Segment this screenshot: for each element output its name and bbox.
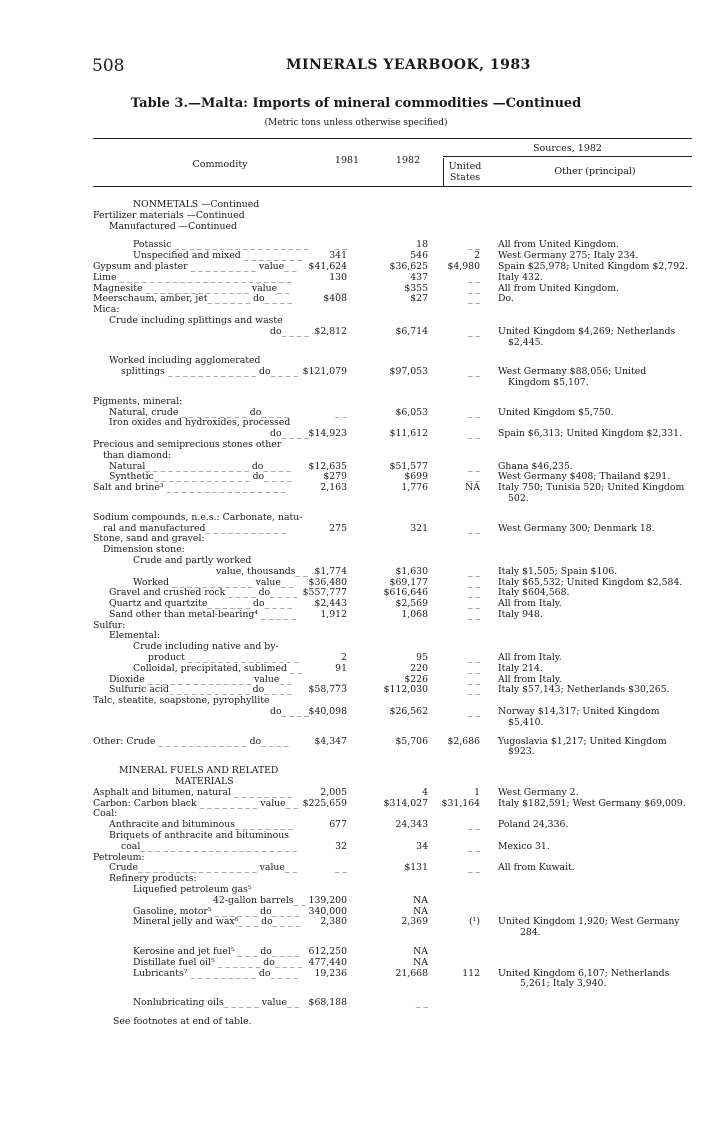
value-1982-cell: $355 bbox=[404, 282, 428, 294]
united-states-cell: _ _ bbox=[467, 840, 480, 852]
united-states-cell: _ _ bbox=[467, 587, 480, 599]
value-1982-cell: $226 bbox=[404, 673, 428, 685]
table-row bbox=[93, 378, 693, 389]
table-row bbox=[93, 621, 693, 632]
commodity-cell: NONMETALS —Continued bbox=[133, 199, 260, 210]
table-top-rule bbox=[93, 138, 692, 139]
value-1982-cell: 546 bbox=[410, 250, 428, 262]
commodity-cell: Unspecified and mixed _ _ _ _ _ _ _ _ bbox=[133, 250, 302, 262]
value-1981-cell: _ _ bbox=[334, 282, 347, 294]
value-1981-cell: $408 bbox=[323, 293, 347, 305]
commodity-cell: do_ _ _ _ bbox=[270, 325, 310, 337]
commodity-cell: Sulfur: bbox=[93, 619, 126, 631]
commodity-cell: Dimension stone: bbox=[103, 544, 185, 556]
value-1982-cell: $699 bbox=[404, 471, 428, 483]
united-states-cell: (¹) bbox=[469, 916, 480, 928]
value-1982-cell: 4 bbox=[422, 786, 428, 798]
value-1981-cell: 2 bbox=[341, 652, 347, 664]
table-subtitle: (Metric tons unless otherwise specified) bbox=[264, 118, 448, 128]
united-states-cell: _ _ bbox=[467, 522, 480, 534]
commodity-cell: Briquets of anthracite and bituminous bbox=[109, 830, 289, 842]
commodity-cell: Synthetic_ _ _ _ _ _ _ _ _ _ _ _ _ do_ _ _ _ bbox=[109, 471, 292, 483]
other-sources-cell: West Germany 2. bbox=[498, 786, 579, 798]
value-1981-cell: 677 bbox=[329, 819, 347, 831]
value-1981-cell: 612,250 bbox=[308, 946, 347, 957]
other-sources-cell: Poland 24,336. bbox=[498, 819, 569, 831]
united-states-cell: _ _ bbox=[467, 460, 480, 472]
commodity-cell: product _ _ _ _ _ _ _ _ _ _ _ _ _ _ _ bbox=[148, 652, 299, 664]
united-states-cell: _ _ bbox=[467, 271, 480, 283]
commodity-cell: Sodium compounds, n.e.s.: Carbonate, natu- bbox=[93, 511, 303, 523]
commodity-cell: Dioxide _ _ _ _ _ _ _ _ _ _ _ _ _ _ value_ _ bbox=[109, 673, 292, 685]
value-1981-cell: $557,777 bbox=[302, 587, 347, 599]
other-sources-cell: United Kingdom 6,107; Netherlands bbox=[498, 967, 670, 979]
value-1981-cell: _ _ bbox=[334, 239, 347, 251]
other-sources-cell: Kingdom $5,107. bbox=[508, 376, 589, 388]
other-sources-cell: Italy $182,591; West Germany $69,009. bbox=[498, 797, 686, 809]
united-states-cell: 112 bbox=[462, 967, 480, 979]
other-sources-cell: West Germany $88,056; United bbox=[498, 366, 647, 378]
other-sources-cell: Yugoslavia $1,217; United Kingdom bbox=[498, 735, 667, 747]
value-1981-cell: $225,659 bbox=[302, 797, 347, 809]
value-1982-cell: $112,030 bbox=[383, 684, 428, 696]
commodity-cell: Manufactured —Continued bbox=[109, 220, 237, 232]
commodity-cell: Natural_ _ _ _ _ _ _ _ _ _ _ _ _ _ do_ _ _ _ bbox=[109, 460, 291, 472]
united-states-cell: _ _ bbox=[467, 565, 480, 577]
running-head: MINERALS YEARBOOK, 1983 bbox=[286, 57, 531, 73]
commodity-cell: Liquefied petroleum gas⁵ bbox=[133, 884, 252, 896]
united-states-cell: _ _ bbox=[467, 662, 480, 674]
value-1981-cell: 2,380 bbox=[320, 916, 347, 928]
value-1981-cell: 32 bbox=[335, 840, 347, 852]
commodity-cell: See footnotes at end of table. bbox=[113, 1015, 252, 1027]
commodity-cell: Coal: bbox=[93, 808, 118, 820]
other-sources-cell: Mexico 31. bbox=[498, 840, 550, 852]
other-sources-cell: Spain $6,313; United Kingdom $2,331. bbox=[498, 428, 682, 440]
sources-rule bbox=[443, 156, 692, 157]
table-row bbox=[93, 338, 693, 349]
value-1981-cell: $1,774 bbox=[314, 565, 347, 577]
commodity-cell: Worked _ _ _ _ _ _ _ _ _ _ _ value_ _ bbox=[133, 576, 294, 588]
commodity-cell: do_ _ _ _ bbox=[270, 428, 310, 440]
other-sources-cell: Italy $604,568. bbox=[498, 587, 570, 599]
table-row bbox=[93, 737, 693, 748]
other-sources-cell: Norway $14,317; United Kingdom bbox=[498, 706, 660, 718]
table-row bbox=[93, 494, 693, 505]
value-1981-cell: $58,773 bbox=[308, 684, 347, 696]
table-row bbox=[93, 896, 693, 907]
value-1981-cell: _ _ bbox=[334, 406, 347, 418]
header-united-states-2: States bbox=[449, 172, 481, 183]
other-sources-cell: 284. bbox=[520, 927, 541, 939]
commodity-cell: Lime _ _ _ _ _ _ _ _ _ _ _ _ _ _ _ _ _ _ _ _ _ _ _ bbox=[93, 271, 292, 283]
commodity-cell: Sulfuric acid_ _ _ _ _ _ _ _ _ _ _ do_ _ _ _ bbox=[109, 684, 292, 696]
other-sources-cell: All from Kuwait. bbox=[498, 862, 575, 874]
value-1982-cell: 24,343 bbox=[395, 819, 428, 831]
table-row bbox=[93, 1017, 693, 1028]
commodity-cell: Gasoline, motor⁵ _ _ _ _ _ _ do_ _ _ _ bbox=[133, 905, 300, 917]
commodity-cell: Iron oxides and hydroxides, processed bbox=[109, 417, 291, 429]
value-1981-cell: 2,163 bbox=[320, 482, 347, 494]
commodity-cell: Precious and semiprecious stones other bbox=[93, 438, 282, 450]
table-row bbox=[93, 707, 693, 718]
united-states-cell: 1 bbox=[474, 786, 480, 798]
table-row bbox=[93, 567, 693, 578]
table-row bbox=[93, 294, 693, 305]
table-row bbox=[93, 211, 693, 222]
value-1981-cell: _ _ bbox=[334, 862, 347, 874]
united-states-cell: _ _ bbox=[467, 282, 480, 294]
commodity-cell: Gypsum and plaster _ _ _ _ _ _ _ _ _ value_ _ bbox=[93, 260, 297, 272]
united-states-cell: _ _ bbox=[467, 576, 480, 588]
united-states-cell: _ _ bbox=[467, 239, 480, 251]
value-1982-cell: $26,562 bbox=[389, 706, 428, 718]
commodity-cell: Asphalt and bitumen, natural _ _ _ _ _ _ _ _ bbox=[93, 786, 292, 798]
value-1982-cell: $69,177 bbox=[389, 576, 428, 588]
value-1982-cell: NA bbox=[413, 946, 428, 957]
commodity-cell: MINERAL FUELS AND RELATED bbox=[119, 765, 279, 777]
value-1982-cell: 34 bbox=[416, 840, 428, 852]
commodity-cell: Refinery products: bbox=[109, 873, 197, 885]
table-row bbox=[93, 747, 693, 758]
united-states-cell: NA bbox=[465, 482, 480, 494]
united-states-cell: _ _ bbox=[467, 819, 480, 831]
value-1981-cell: $36,480 bbox=[308, 576, 347, 588]
commodity-cell: Sand other than metal-bearing⁴ _ _ _ _ _ bbox=[109, 608, 297, 620]
commodity-cell: Talc, steatite, soapstone, pyrophyllite bbox=[93, 695, 270, 707]
value-1982-cell: $1,630 bbox=[395, 565, 428, 577]
united-states-cell: 2 bbox=[474, 250, 480, 262]
value-1982-cell: $616,646 bbox=[383, 587, 428, 599]
commodity-cell: Gravel and crushed rock _ _ _ _ do_ _ _ _ bbox=[109, 587, 298, 599]
commodity-cell: Distillate fuel oil⁵ _ _ _ _ _ _ do_ _ _ _ bbox=[133, 956, 303, 968]
value-1981-cell: $12,635 bbox=[308, 460, 347, 472]
table-row bbox=[93, 928, 693, 939]
commodity-cell: Petroleum: bbox=[93, 851, 145, 863]
value-1981-cell: 275 bbox=[329, 522, 347, 534]
value-1982-cell: 95 bbox=[416, 652, 428, 664]
commodity-cell: Meerschaum, amber, jet_ _ _ _ _ _ do_ _ _ _ bbox=[93, 293, 293, 305]
value-1981-cell: $40,098 bbox=[308, 706, 347, 718]
value-1981-cell: $121,079 bbox=[302, 366, 347, 378]
commodity-cell: Other: Crude _ _ _ _ _ _ _ _ _ _ _ _ do_ _ _ _ bbox=[93, 735, 289, 747]
value-1981-cell: $41,624 bbox=[308, 260, 347, 272]
value-1982-cell: 21,668 bbox=[395, 967, 428, 979]
page-number: 508 bbox=[92, 56, 125, 76]
commodity-cell: Kerosine and jet fuel⁵ _ _ _ do_ _ _ _ bbox=[133, 946, 300, 957]
other-sources-cell: 502. bbox=[508, 492, 529, 504]
value-1982-cell: $97,053 bbox=[389, 366, 428, 378]
united-states-cell: _ _ bbox=[467, 293, 480, 305]
commodity-cell: value, thousands_ _ bbox=[216, 565, 308, 577]
value-1982-cell: $131 bbox=[404, 862, 428, 874]
other-sources-cell: Italy 750; Tunisia 520; United Kingdom bbox=[498, 482, 685, 494]
united-states-cell: _ _ bbox=[467, 325, 480, 337]
value-1981-cell: 1,912 bbox=[320, 608, 347, 620]
header-sources: Sources, 1982 bbox=[533, 143, 602, 154]
value-1981-cell: _ _ bbox=[334, 673, 347, 685]
table-row bbox=[93, 222, 693, 233]
other-sources-cell: All from Italy. bbox=[498, 598, 562, 610]
commodity-cell: Carbon: Carbon black _ _ _ _ _ _ _ _ value_ _ bbox=[93, 797, 298, 809]
commodity-cell: Anthracite and bituminous_ _ _ _ _ _ _ _ bbox=[109, 819, 293, 831]
commodity-cell: Natural, crude _ _ _ _ _ _ _ _ _ do_ _ _ _ bbox=[109, 406, 289, 418]
table-header-rule bbox=[93, 186, 692, 187]
commodity-cell: Mineral jelly and wax⁶_ _ _ do_ _ _ _ bbox=[133, 916, 301, 928]
header-1981: 1981 bbox=[334, 155, 360, 166]
table-row bbox=[93, 327, 693, 338]
commodity-cell: Crude_ _ _ _ _ _ _ _ _ _ _ _ _ _ _ _ value_ _ bbox=[109, 862, 298, 874]
value-1981-cell: 91 bbox=[335, 662, 347, 674]
value-1981-cell: $68,188 bbox=[308, 997, 347, 1009]
other-sources-cell: West Germany 300; Denmark 18. bbox=[498, 522, 655, 534]
commodity-cell: Lubricants⁷ _ _ _ _ _ _ _ _ _ do_ _ _ _ bbox=[133, 967, 298, 979]
other-sources-cell: United Kingdom $4,269; Netherlands bbox=[498, 325, 676, 337]
value-1981-cell: $14,923 bbox=[308, 428, 347, 440]
table-row bbox=[93, 917, 693, 928]
table-row bbox=[93, 610, 693, 621]
united-states-cell: _ _ bbox=[467, 652, 480, 664]
united-states-cell: _ _ bbox=[467, 862, 480, 874]
table-row bbox=[93, 273, 693, 284]
commodity-cell: Elemental: bbox=[109, 630, 160, 642]
commodity-cell: Crude including native and by- bbox=[133, 641, 279, 653]
commodity-cell: Stone, sand and gravel: bbox=[93, 533, 205, 545]
header-1982: 1982 bbox=[395, 155, 421, 166]
value-1981-cell: 2,005 bbox=[320, 786, 347, 798]
commodity-cell: MATERIALS bbox=[175, 776, 234, 788]
value-1981-cell: 477,440 bbox=[308, 956, 347, 968]
value-1982-cell: $5,706 bbox=[395, 735, 428, 747]
value-1981-cell: $2,443 bbox=[314, 598, 347, 610]
commodity-cell: ral and manufactured_ _ _ _ _ _ _ _ _ _ _ bbox=[103, 522, 287, 534]
value-1982-cell: _ _ bbox=[415, 997, 428, 1009]
commodity-cell: splittings _ _ _ _ _ _ _ _ _ _ _ _ do_ _ _ _ bbox=[121, 366, 299, 378]
table-row bbox=[93, 440, 693, 451]
other-sources-cell: $5,410. bbox=[508, 716, 544, 728]
other-sources-cell: West Germany $408; Thailand $291. bbox=[498, 471, 671, 483]
header-commodity: Commodity bbox=[192, 159, 248, 170]
header-united-states-1: United bbox=[448, 161, 482, 172]
united-states-cell: _ _ bbox=[467, 366, 480, 378]
table-row bbox=[93, 718, 693, 729]
commodity-cell: Crude including splittings and waste bbox=[109, 314, 283, 326]
table-row bbox=[93, 979, 693, 990]
value-1982-cell: 437 bbox=[410, 271, 428, 283]
commodity-cell: than diamond: bbox=[103, 449, 172, 461]
united-states-cell: _ _ bbox=[467, 598, 480, 610]
value-1982-cell: $27 bbox=[410, 293, 428, 305]
other-sources-cell: West Germany 275; Italy 234. bbox=[498, 250, 639, 262]
value-1981-cell: $279 bbox=[323, 471, 347, 483]
value-1982-cell: NA bbox=[413, 905, 428, 917]
united-states-cell: $4,980 bbox=[447, 260, 480, 272]
value-1981-cell: 341 bbox=[329, 250, 347, 262]
commodity-cell: Fertilizer materials —Continued bbox=[93, 209, 245, 221]
other-sources-cell: Italy $57,143; Netherlands $30,265. bbox=[498, 684, 670, 696]
header-other-principal: Other (principal) bbox=[554, 166, 636, 177]
commodity-cell: Crude and partly worked bbox=[133, 554, 252, 566]
value-1982-cell: $11,612 bbox=[389, 428, 428, 440]
table-body bbox=[93, 200, 693, 1028]
commodity-cell: Nonlubricating oils_ _ _ _ _ value_ _ bbox=[133, 997, 300, 1009]
table-row bbox=[93, 998, 693, 1009]
commodity-cell: Worked including agglomerated bbox=[109, 355, 261, 367]
united-states-cell: _ _ bbox=[467, 684, 480, 696]
other-sources-cell: Italy $65,532; United Kingdom $2,584. bbox=[498, 576, 683, 588]
value-1982-cell: 1,068 bbox=[401, 608, 428, 620]
value-1982-cell: $6,714 bbox=[395, 325, 428, 337]
table-row bbox=[93, 367, 693, 378]
value-1982-cell: $6,053 bbox=[395, 406, 428, 418]
other-sources-cell: Italy 214. bbox=[498, 662, 543, 674]
value-1982-cell: $36,625 bbox=[389, 260, 428, 272]
other-sources-cell: All from Italy. bbox=[498, 673, 562, 685]
table-row bbox=[93, 513, 693, 524]
united-states-cell: $2,686 bbox=[447, 735, 480, 747]
value-1981-cell: 19,236 bbox=[314, 967, 347, 979]
value-1982-cell: NA bbox=[413, 956, 428, 968]
value-1981-cell: 130 bbox=[329, 271, 347, 283]
commodity-cell: Salt and brine³ _ _ _ _ _ _ _ _ _ _ _ _ _ _ _ _ bbox=[93, 482, 286, 494]
other-sources-cell: United Kingdom $5,750. bbox=[498, 406, 614, 418]
other-sources-cell: 5,261; Italy 3,940. bbox=[520, 978, 607, 990]
other-sources-cell: Do. bbox=[498, 293, 514, 305]
table-row bbox=[93, 451, 693, 462]
commodity-cell: do_ _ _ _ bbox=[270, 706, 310, 718]
commodity-cell: Colloidal, precipitated, sublimed _ _ bbox=[133, 662, 303, 674]
united-states-cell: _ _ bbox=[467, 428, 480, 440]
value-1981-cell: 139,200 bbox=[308, 894, 347, 906]
commodity-cell: Pigments, mineral: bbox=[93, 395, 183, 407]
united-states-cell: _ _ bbox=[467, 673, 480, 685]
other-sources-cell: Italy $1,505; Spain $106. bbox=[498, 565, 618, 577]
other-sources-cell: $2,445. bbox=[508, 336, 544, 348]
value-1981-cell: $2,812 bbox=[314, 325, 347, 337]
other-sources-cell: $923. bbox=[508, 746, 535, 758]
table-row bbox=[93, 958, 693, 969]
united-states-cell: _ _ bbox=[467, 608, 480, 620]
table-row bbox=[93, 799, 693, 810]
value-1982-cell: $314,027 bbox=[383, 797, 428, 809]
other-sources-cell: All from United Kingdom. bbox=[498, 282, 619, 294]
value-1982-cell: 1,776 bbox=[401, 482, 428, 494]
commodity-cell: Potassic _ _ _ _ _ _ _ _ _ _ _ _ _ _ _ _ _ _ bbox=[133, 239, 309, 251]
value-1982-cell: 220 bbox=[410, 662, 428, 674]
value-1982-cell: $2,569 bbox=[395, 598, 428, 610]
commodity-cell: coal_ _ _ _ _ _ _ _ _ _ _ _ _ _ _ _ _ _ _ _ _ bbox=[121, 840, 298, 852]
value-1982-cell: 18 bbox=[416, 239, 428, 251]
value-1982-cell: 321 bbox=[410, 522, 428, 534]
other-sources-cell: United Kingdom 1,920; West Germany bbox=[498, 916, 680, 928]
other-sources-cell: Ghana $46,235. bbox=[498, 460, 573, 472]
other-sources-cell: All from United Kingdom. bbox=[498, 239, 619, 251]
commodity-cell: Mica: bbox=[93, 304, 120, 316]
value-1982-cell: 2,369 bbox=[401, 916, 428, 928]
value-1981-cell: 340,000 bbox=[308, 905, 347, 917]
commodity-cell: Quartz and quartzite_ _ _ _ _ _ do_ _ _ _ bbox=[109, 598, 293, 610]
other-sources-cell: Italy 948. bbox=[498, 608, 543, 620]
commodity-cell: 42-gallon barrels_ _ bbox=[213, 894, 306, 906]
table-row bbox=[93, 397, 693, 408]
table-row bbox=[93, 885, 693, 896]
other-sources-cell: Italy 432. bbox=[498, 271, 543, 283]
united-states-cell: _ _ bbox=[467, 471, 480, 483]
other-sources-cell: All from Italy. bbox=[498, 652, 562, 664]
united-states-cell: $31,164 bbox=[441, 797, 480, 809]
row-spacer bbox=[93, 389, 693, 397]
table-row bbox=[93, 842, 693, 853]
united-states-cell: _ _ bbox=[467, 406, 480, 418]
value-1982-cell: $51,577 bbox=[389, 460, 428, 472]
value-1981-cell: $4,347 bbox=[314, 735, 347, 747]
table-title: Table 3.—Malta: Imports of mineral commodities —Continued bbox=[130, 96, 582, 111]
commodity-cell: Magnesite _ _ _ _ _ _ _ _ _ _ _ _ _ _ value_ _ bbox=[93, 282, 290, 294]
value-1982-cell: NA bbox=[413, 894, 428, 906]
table-row bbox=[93, 483, 693, 494]
united-states-cell: _ _ bbox=[467, 706, 480, 718]
other-sources-cell: Spain $25,978; United Kingdom $2,792. bbox=[498, 260, 688, 272]
